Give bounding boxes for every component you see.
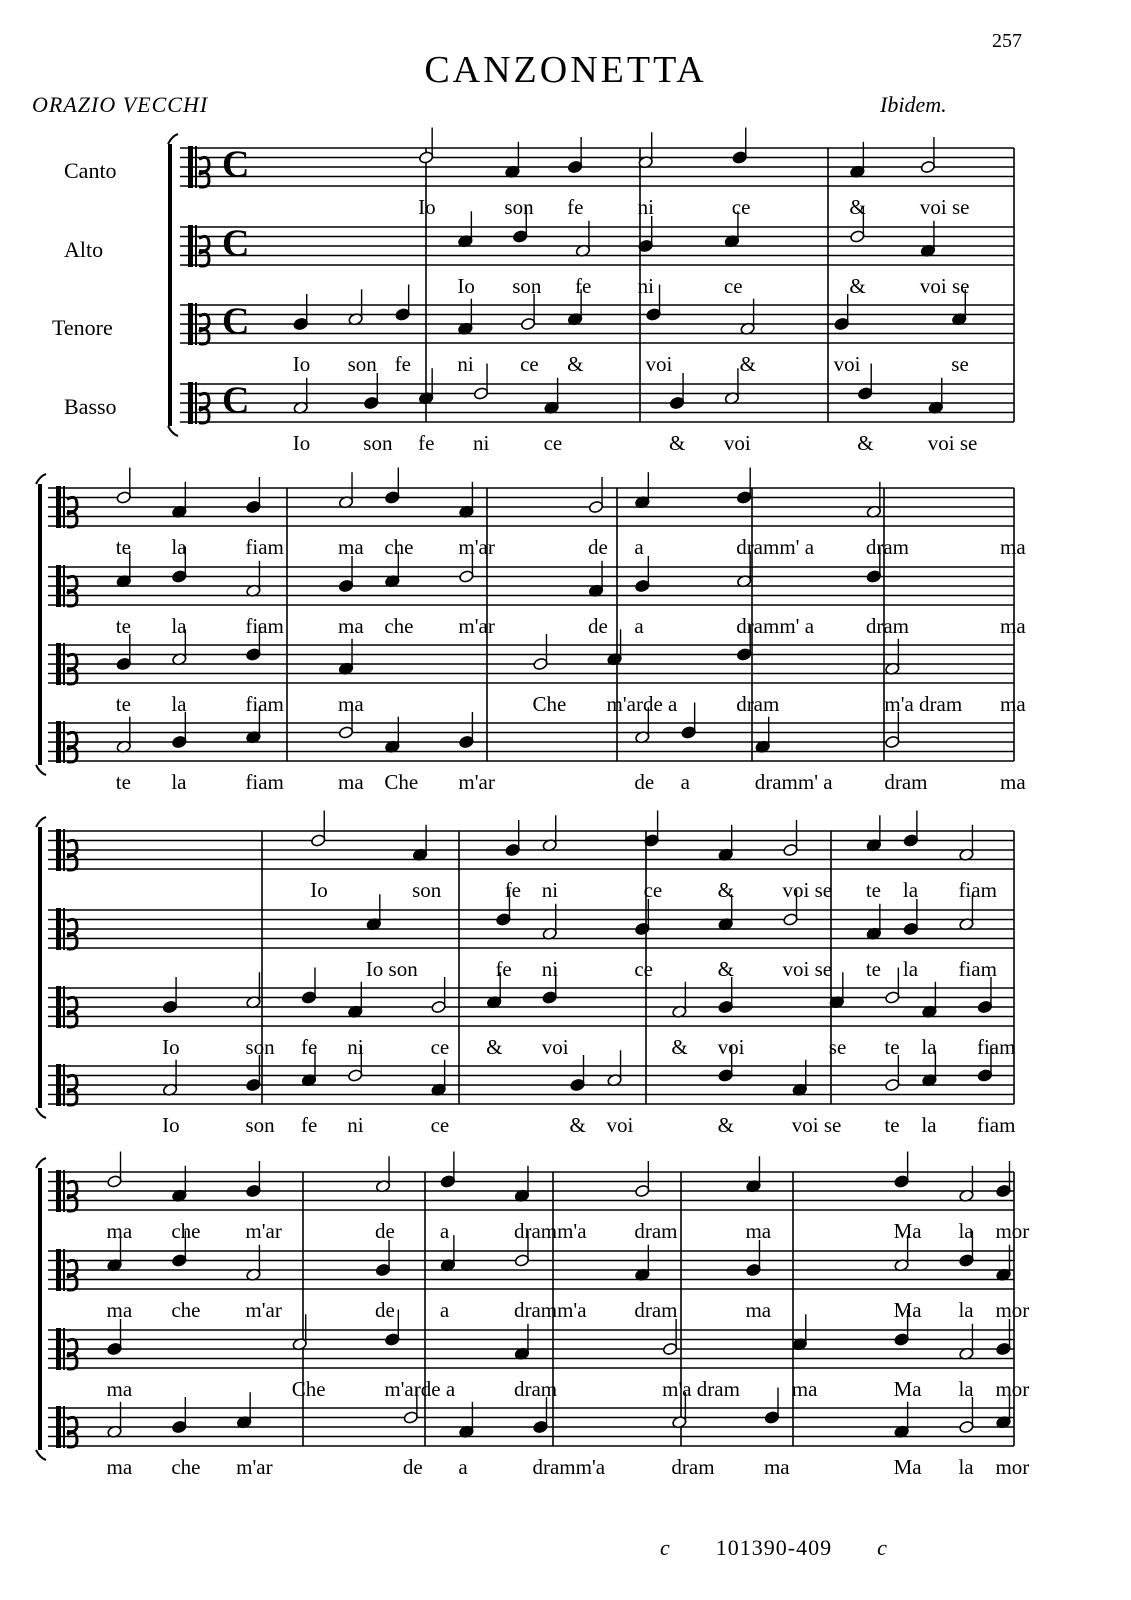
c-clef — [195, 382, 197, 424]
c-clef — [63, 1328, 65, 1370]
lyric-syllable: a — [439, 1298, 450, 1322]
lyric-syllable: voi — [541, 1035, 569, 1059]
lyric-syllable: fe — [394, 352, 411, 376]
lyric-syllable: voi se — [791, 1113, 842, 1137]
lyric-syllable: dram — [865, 614, 909, 638]
lyric-syllable: fe — [504, 878, 522, 902]
c-clef — [56, 1064, 61, 1106]
lyric-syllable: m'ar — [245, 1298, 282, 1322]
lyric-syllable: te — [884, 1113, 900, 1137]
lyric-syllable: mor — [995, 1377, 1030, 1401]
lyric-syllable: fiam — [245, 535, 284, 559]
c-clef — [56, 986, 61, 1028]
lyric-syllable: che — [171, 1298, 201, 1322]
lyric-syllable: la — [958, 1298, 974, 1322]
lyric-syllable: ce — [731, 195, 751, 219]
lyric-syllable: Che — [384, 770, 419, 794]
time-signature: C — [222, 143, 250, 186]
c-clef — [63, 1064, 65, 1106]
lyric-syllable: ma — [338, 614, 364, 638]
voice-label-canto: Canto — [64, 158, 117, 183]
c-clef — [63, 643, 65, 685]
footer — [660, 1535, 888, 1561]
lyric-syllable: son — [347, 352, 377, 376]
lyric-syllable: a — [634, 535, 644, 559]
c-clef — [63, 721, 65, 763]
lyric-syllable: ce — [723, 274, 743, 298]
lyric-syllable: la — [958, 1219, 974, 1243]
lyric-syllable: fiam — [958, 957, 997, 981]
lyric-syllable: fe — [495, 957, 512, 981]
c-clef — [56, 1170, 61, 1212]
lyric-syllable: a — [458, 1455, 468, 1479]
lyric-syllable: voi — [645, 352, 673, 376]
time-signature: C — [222, 379, 250, 422]
lyric-syllable: & — [671, 1035, 688, 1059]
lyric-syllable: Io — [457, 274, 475, 298]
lyric-syllable: Io son — [365, 957, 418, 981]
lyric-syllable: ma — [338, 770, 364, 794]
lyric-syllable: dram — [865, 535, 909, 559]
lyric-syllable: voi — [717, 1035, 745, 1059]
c-clef — [67, 1417, 77, 1447]
c-clef — [63, 1406, 65, 1448]
c-clef — [56, 829, 61, 871]
lyric-syllable: Io — [292, 352, 311, 376]
lyric-syllable: te — [115, 692, 131, 716]
c-clef — [188, 303, 193, 345]
lyric-syllable: Ma — [893, 1377, 922, 1401]
voice-label-basso: Basso — [64, 394, 117, 419]
lyric-syllable: la — [958, 1455, 974, 1479]
lyric-syllable: voi se — [919, 195, 970, 219]
lyric-syllable: & — [569, 1113, 586, 1137]
time-signature: C — [222, 222, 250, 265]
lyric-syllable: che — [171, 1455, 201, 1479]
lyric-syllable: m'a dram — [662, 1377, 740, 1401]
lyric-syllable: a — [680, 770, 690, 794]
lyric-syllable: & — [739, 352, 756, 376]
lyric-syllable: m'ar — [458, 535, 495, 559]
lyric-syllable: ni — [541, 878, 559, 902]
c-clef — [56, 1328, 61, 1370]
lyric-syllable: fe — [418, 431, 435, 455]
c-clef — [63, 829, 65, 871]
c-clef — [199, 157, 209, 187]
c-clef — [199, 314, 209, 344]
lyric-syllable: ma — [106, 1377, 133, 1401]
lyric-syllable: ni — [347, 1113, 364, 1137]
lyric-syllable: ma — [1000, 770, 1026, 794]
lyric-syllable: ce — [643, 878, 663, 902]
c-clef — [188, 225, 193, 267]
plate-number: 101390-409 — [715, 1535, 833, 1560]
lyric-syllable: m'ar — [458, 770, 495, 794]
composer: ORAZIO VECCHI — [32, 92, 209, 117]
lyric-syllable: che — [171, 1219, 201, 1243]
bracket-hook — [168, 134, 178, 144]
lyric-syllable: dramm' a — [736, 614, 815, 638]
lyric-syllable: son — [512, 274, 542, 298]
c-clef — [199, 393, 209, 423]
c-clef — [56, 721, 61, 763]
lyric-syllable: te — [115, 770, 131, 794]
lyric-syllable: fe — [300, 1113, 318, 1137]
lyric-syllable: mor — [995, 1455, 1030, 1479]
lyric-syllable: dram — [634, 1298, 678, 1322]
bracket-hook — [168, 426, 178, 436]
lyric-syllable: ni — [541, 957, 559, 981]
lyric-syllable: voi — [833, 352, 861, 376]
bracket-hook — [36, 474, 46, 484]
c-clef — [63, 486, 65, 528]
c-clef — [67, 1339, 77, 1369]
lyric-syllable: de — [375, 1298, 395, 1322]
lyric-syllable: fiam — [245, 692, 284, 716]
c-clef — [188, 382, 193, 424]
lyric-syllable: ma — [1000, 692, 1026, 716]
lyric-syllable: ce — [430, 1113, 450, 1137]
c-clef — [67, 840, 77, 870]
lyric-syllable: ni — [347, 1035, 364, 1059]
lyric-syllable: mor — [995, 1219, 1030, 1243]
lyric-syllable: la — [902, 957, 919, 981]
c-clef — [56, 643, 61, 685]
lyric-syllable: fiam — [958, 878, 997, 902]
lyric-syllable: ma — [791, 1377, 818, 1401]
lyric-syllable: de — [634, 770, 655, 794]
lyric-syllable: che — [384, 535, 414, 559]
lyric-syllable: ma — [106, 1298, 133, 1322]
lyric-syllable: son — [363, 431, 393, 455]
lyric-syllable: te — [865, 878, 881, 902]
lyric-syllable: son — [504, 195, 534, 219]
lyric-syllable: voi — [723, 431, 751, 455]
c-clef — [195, 146, 197, 188]
c-clef — [56, 486, 61, 528]
lyric-syllable: la — [171, 770, 187, 794]
lyric-syllable: ni — [473, 431, 490, 455]
c-clef — [67, 997, 77, 1027]
lyric-syllable: de — [375, 1219, 395, 1243]
lyric-syllable: Ma — [893, 1219, 922, 1243]
lyric-syllable: dramm'a — [513, 1298, 587, 1322]
lyric-syllable: dramm'a — [532, 1455, 606, 1479]
system-bracket — [38, 484, 42, 765]
lyric-syllable: la — [958, 1377, 974, 1401]
lyric-syllable: te — [115, 535, 131, 559]
lyric-syllable: ma — [745, 1298, 772, 1322]
lyric-syllable: & — [486, 1035, 503, 1059]
c-clef — [63, 908, 65, 950]
lyric-syllable: se — [828, 1035, 847, 1059]
lyric-syllable: dramm'a — [513, 1219, 587, 1243]
c-clef — [67, 1260, 77, 1290]
bracket-hook — [36, 1158, 46, 1168]
lyric-syllable: fe — [567, 195, 584, 219]
lyric-syllable: & — [849, 195, 866, 219]
lyric-syllable: dram — [634, 1219, 678, 1243]
lyric-syllable: a — [634, 614, 644, 638]
lyric-syllable: ma — [106, 1219, 133, 1243]
c-clef — [67, 1181, 77, 1211]
lyric-syllable: fiam — [245, 614, 284, 638]
lyric-syllable: dram — [884, 770, 928, 794]
lyric-syllable: ma — [106, 1455, 133, 1479]
system-bracket — [38, 1168, 42, 1450]
c-clef — [67, 919, 77, 949]
lyric-syllable: che — [384, 614, 414, 638]
lyric-syllable: fe — [574, 274, 592, 298]
bracket-hook — [36, 1450, 46, 1460]
source-attribution: Ibidem. — [880, 92, 947, 117]
lyric-syllable: Io — [292, 431, 311, 455]
lyric-syllable: a — [439, 1219, 450, 1243]
system-bracket — [168, 144, 172, 426]
footer-left-mark: c — [660, 1535, 671, 1560]
lyric-syllable: dramm' a — [754, 770, 833, 794]
c-clef — [63, 986, 65, 1028]
lyric-syllable: de — [588, 535, 608, 559]
lyric-syllable: la — [921, 1113, 937, 1137]
lyric-syllable: m'ar — [458, 614, 495, 638]
lyric-syllable: & — [717, 957, 735, 981]
c-clef — [56, 908, 61, 950]
lyric-syllable: m'arde a — [384, 1377, 456, 1401]
lyric-syllable: ce — [430, 1035, 450, 1059]
lyric-syllable: Che — [291, 1377, 326, 1401]
c-clef — [67, 1075, 77, 1105]
lyric-syllable: & — [567, 352, 584, 376]
lyric-syllable: ma — [338, 535, 364, 559]
lyric-syllable: la — [171, 692, 187, 716]
lyric-syllable: ni — [457, 352, 474, 376]
lyric-syllable: Io — [418, 195, 436, 219]
lyric-syllable: Ma — [893, 1298, 922, 1322]
lyric-syllable: Che — [532, 692, 567, 716]
lyric-syllable: mor — [995, 1298, 1030, 1322]
lyric-syllable: la — [171, 614, 187, 638]
c-clef — [56, 1406, 61, 1448]
c-clef — [199, 236, 209, 266]
lyric-syllable: ni — [637, 274, 655, 298]
lyric-syllable: son — [245, 1113, 275, 1137]
lyric-syllable: son — [245, 1035, 275, 1059]
voice-label-tenore: Tenore — [52, 315, 113, 340]
bracket-hook — [36, 817, 46, 827]
lyric-syllable: & — [849, 274, 866, 298]
lyric-syllable: Io — [310, 878, 328, 902]
c-clef — [195, 225, 197, 267]
page-number: 257 — [992, 30, 1022, 52]
lyric-syllable: Io — [162, 1113, 180, 1137]
lyric-syllable: dram — [736, 692, 780, 716]
title: CANZONETTA — [424, 49, 707, 91]
lyric-syllable: ni — [637, 195, 655, 219]
lyric-syllable: la — [921, 1035, 937, 1059]
lyric-syllable: voi se — [919, 274, 970, 298]
lyric-syllable: te — [115, 614, 131, 638]
lyric-syllable: ma — [1000, 614, 1026, 638]
lyric-syllable: de — [588, 614, 608, 638]
bracket-hook — [36, 1108, 46, 1118]
lyric-syllable: Io — [162, 1035, 180, 1059]
lyric-syllable: te — [865, 957, 881, 981]
lyric-syllable: ma — [745, 1219, 772, 1243]
lyric-syllable: & — [717, 1113, 735, 1137]
lyric-syllable: m'a dram — [884, 692, 963, 716]
c-clef — [67, 654, 77, 684]
lyric-syllable: son — [412, 878, 442, 902]
footer-right-mark: c — [877, 1535, 888, 1560]
c-clef — [67, 576, 77, 606]
lyric-syllable: ce — [520, 352, 539, 376]
lyric-syllable: ma — [1000, 535, 1026, 559]
bracket-hook — [36, 765, 46, 775]
lyric-syllable: fiam — [976, 1035, 1016, 1059]
lyric-syllable: te — [884, 1035, 900, 1059]
lyric-syllable: se — [951, 352, 969, 376]
lyric-syllable: & — [717, 878, 735, 902]
c-clef — [63, 1249, 65, 1291]
lyric-syllable: voi se — [927, 431, 978, 455]
system-bracket — [38, 827, 42, 1108]
lyric-syllable: dramm' a — [736, 535, 815, 559]
lyric-syllable: fiam — [976, 1113, 1016, 1137]
time-signature: C — [222, 300, 250, 343]
c-clef — [67, 732, 77, 762]
lyric-syllable: dram — [513, 1377, 558, 1401]
lyric-syllable: ma — [338, 692, 364, 716]
lyric-syllable: ma — [763, 1455, 790, 1479]
lyric-syllable: voi se — [782, 957, 833, 981]
lyric-syllable: voi — [606, 1113, 634, 1137]
lyric-syllable: m'ar — [236, 1455, 273, 1479]
lyric-syllable: de — [402, 1455, 423, 1479]
c-clef — [56, 565, 61, 607]
lyric-syllable: dram — [671, 1455, 715, 1479]
lyric-syllable: fiam — [245, 770, 284, 794]
lyric-syllable: & — [857, 431, 874, 455]
lyric-syllable: Ma — [893, 1455, 922, 1479]
lyric-syllable: la — [171, 535, 187, 559]
c-clef — [56, 1249, 61, 1291]
c-clef — [63, 565, 65, 607]
lyric-syllable: & — [669, 431, 686, 455]
lyric-syllable: ce — [634, 957, 653, 981]
lyric-syllable: fe — [300, 1035, 318, 1059]
voice-label-alto: Alto — [64, 237, 104, 262]
c-clef — [67, 497, 77, 527]
lyric-syllable: m'ar — [245, 1219, 282, 1243]
lyric-syllable: voi se — [782, 878, 833, 902]
c-clef — [63, 1170, 65, 1212]
lyric-syllable: m'arde a — [606, 692, 678, 716]
c-clef — [188, 146, 193, 188]
c-clef — [195, 303, 197, 345]
lyric-syllable: ce — [543, 431, 563, 455]
lyric-syllable: la — [902, 878, 919, 902]
